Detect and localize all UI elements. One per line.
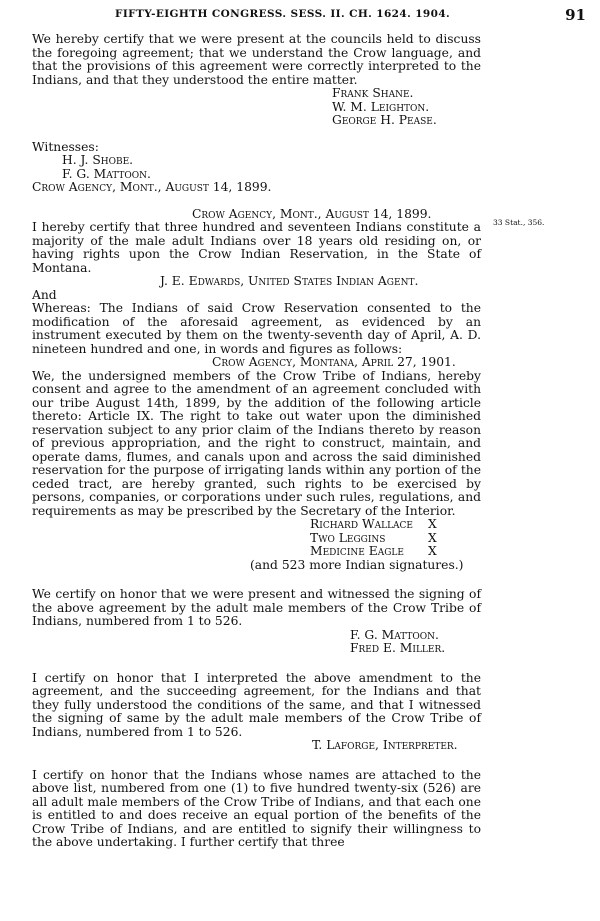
interpreter-signature: T. Laforge, Interpreter. <box>312 738 458 752</box>
place-date: Crow Agency, Mont., August 14, 1899. <box>32 180 272 194</box>
more-signatures-note: (and 523 more Indian signatures.) <box>250 557 464 572</box>
witnesses-label: Witnesses: <box>32 139 99 154</box>
certification-paragraph-3: We certify on honor that we were present and witnessed the signing of the above agreement by the adult male members of the Crow Tribe of Indians, numbered from 1 to 526. <box>32 587 481 628</box>
agent-signature: J. E. Edwards, United States Indian Agent. <box>160 274 419 288</box>
indian-signer: Medicine Eagle X <box>310 544 437 558</box>
place-date: Crow Agency, Mont., August 14, 1899. <box>192 206 432 221</box>
margin-citation: 33 Stat., 356. <box>493 218 545 227</box>
signature: Fred E. Miller. <box>350 641 446 655</box>
and-line: And <box>32 287 57 302</box>
page-number: 91 <box>565 6 586 24</box>
indian-signer: Richard Wallace X <box>310 517 437 531</box>
witness: H. J. Shobe. <box>62 153 134 167</box>
indian-signer: Two Leggins X <box>310 530 437 545</box>
witness-list <box>32 154 481 181</box>
signature: W. M. Leighton. <box>332 99 430 114</box>
running-header <box>0 6 600 24</box>
certification-paragraph-5: I certify on honor that the Indians whose names are attached to the above list, numbered from one (1) to five hundred twenty-six (526) are all adult male members of the Crow Tribe of Indians, and that each one is entitled to and does receive an equal portion of the benefits of the Crow Tribe of Indians, and are entitled to signify their willingness to the above undertaking. I further certify that three <box>32 767 481 849</box>
certification-paragraph-1: We hereby certify that we were present at the councils held to discuss the foregoing agreement; that we understand the Crow language, and that the provisions of this agreement were correctly interpreted to the Indians, and that they understood the entire matter. <box>32 32 481 87</box>
signature: Frank Shane. <box>332 86 414 100</box>
indian-signers <box>32 518 481 559</box>
certification-paragraph-2: I hereby certify that three hundred and seventeen Indians constitute a majority of the male adult Indians over 18 years old residing on, or having rights upon the Crow Indian Reservation, in the State of Montana. <box>32 220 481 275</box>
signatures-1 <box>32 87 481 128</box>
amendment-paragraph: We, the undersigned members of the Crow Tribe of Indians, hereby consent and agree to the amendment of an agreement concluded with our tribe August 14th, 1899, by the addition of the following article thereto: Article IX. The right to take out water upon the diminished reservation subject to any prior claim of the Indians thereto by reason of previous appropriation, and the right to construct, maintain, and operate dams, flumes, and canals upon and across the said diminished reservation for the purpose of irrigating lands within any portion of the ceded tract, are hereby granted, such rights to be exercised by persons, companies, or corporations under such rules, regulations, and requirements as may be prescribed by the Secretary of the Interior. <box>32 368 481 518</box>
certification-paragraph-4: I certify on honor that I interpreted the above amendment to the agreement, and the succeeding agreement, for the Indians and that they fully understood the conditions of the same, and that I witnessed the signing of same by the adult male members of the Crow Tribe of Indians, numbered from 1 to 526. <box>32 670 481 739</box>
document-body <box>32 33 481 850</box>
signature: George H. Pease. <box>332 113 437 127</box>
signatures-3 <box>32 629 481 656</box>
signature: F. G. Mattoon. <box>350 627 439 642</box>
whereas-paragraph: Whereas: The Indians of said Crow Reservation consented to the modification of the aforesaid agreement, as evidenced by an instrument executed by them on the twenty-seventh day of April, A. D. nineteen hundred and one, in words and figures as follows: <box>32 301 481 356</box>
witness: F. G. Mattoon. <box>62 166 151 181</box>
header-title: FIFTY-EIGHTH CONGRESS. SESS. II. CH. 1624. 1904. <box>115 8 451 20</box>
place-date: Crow Agency, Montana, April 27, 1901. <box>212 355 456 369</box>
